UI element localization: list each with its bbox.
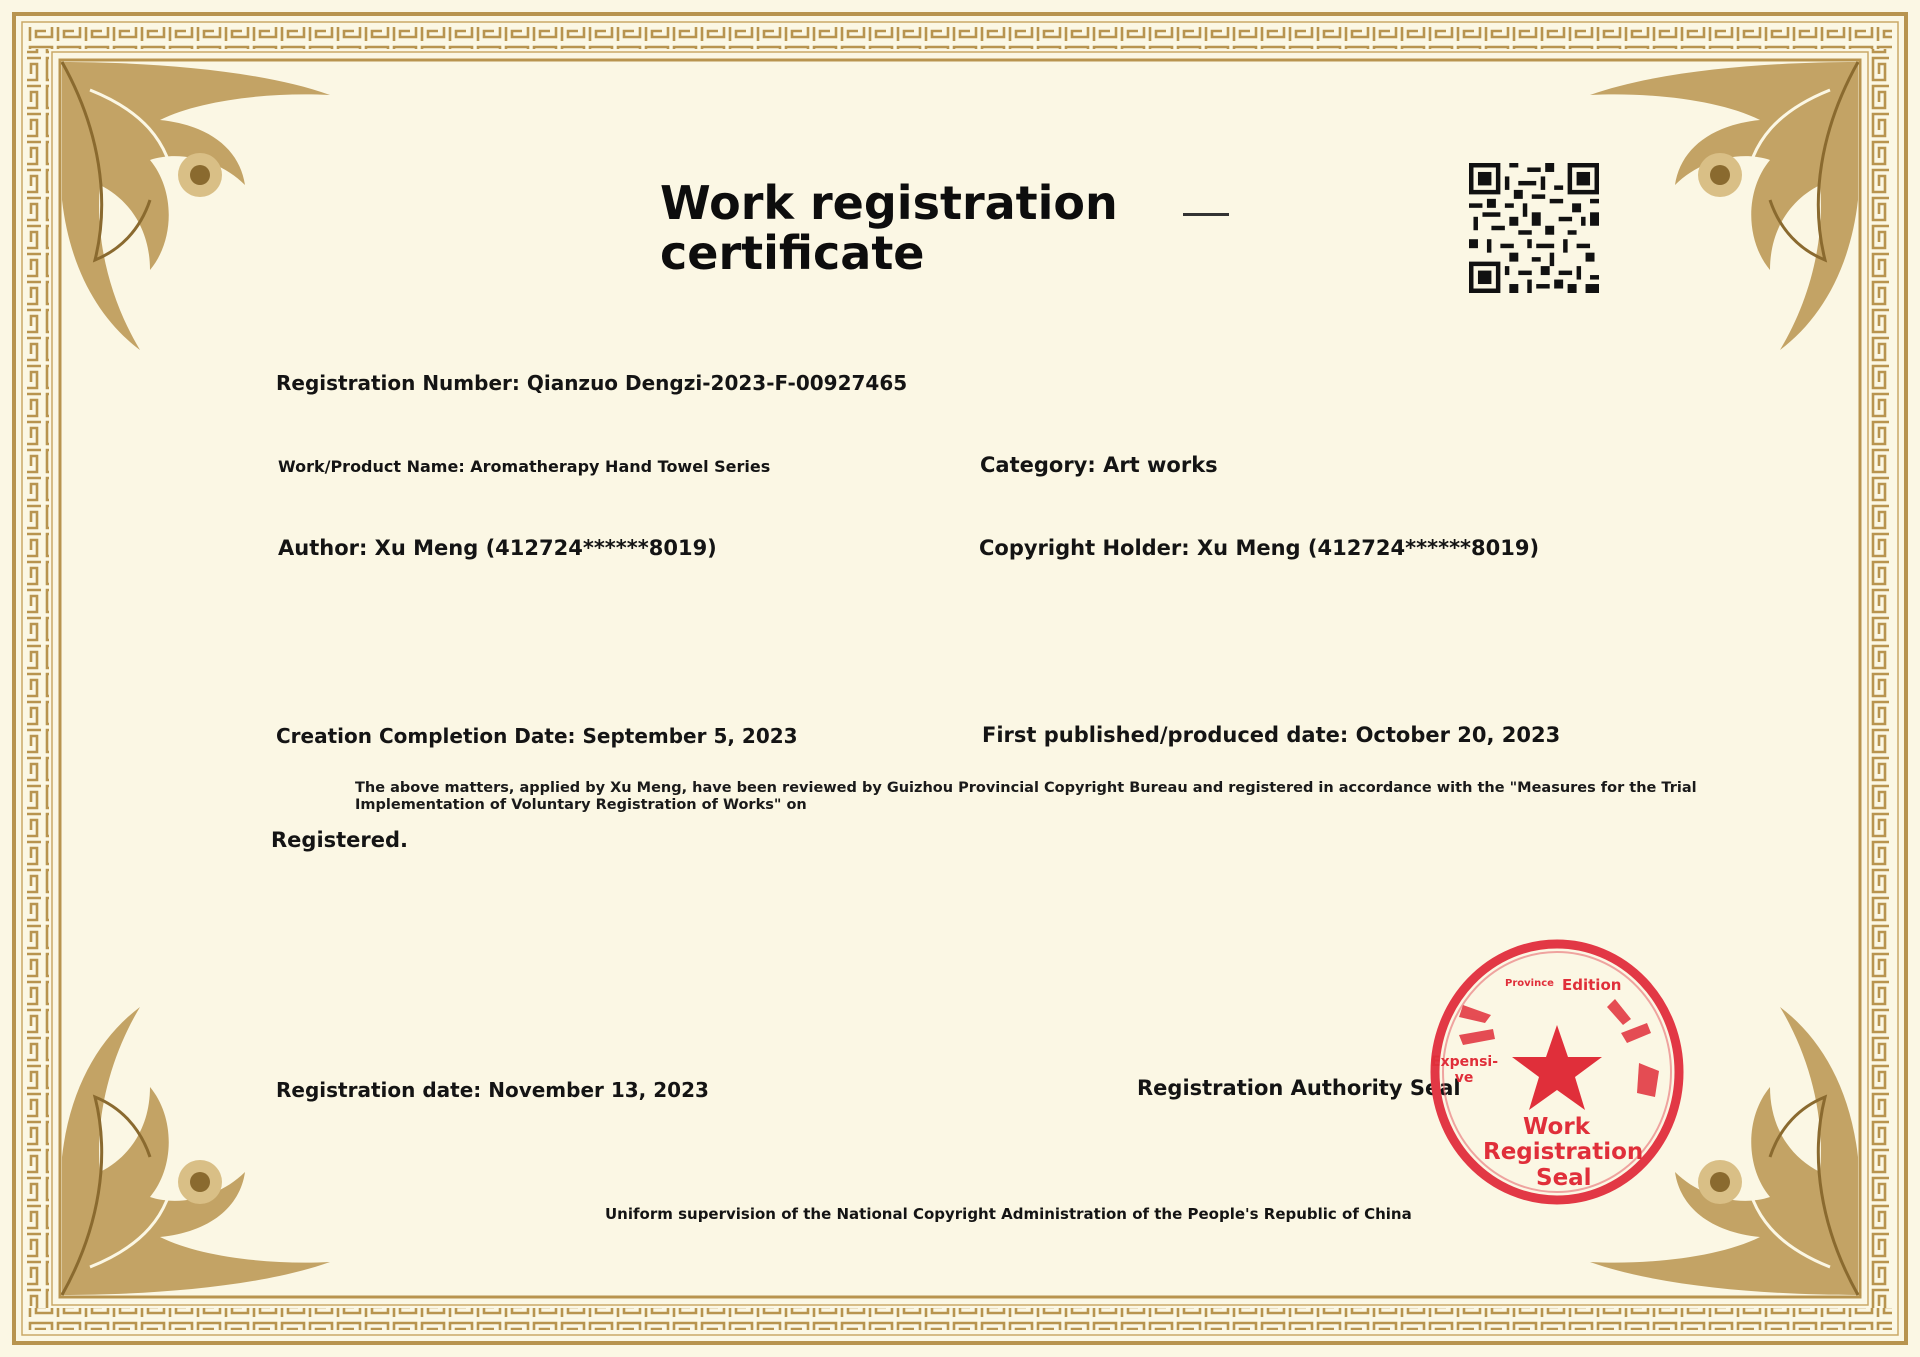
author: Author: Xu Meng (412724******8019) <box>278 536 717 560</box>
seal-star-icon <box>1512 1025 1602 1110</box>
registration-statement: The above matters, applied by Xu Meng, have been reviewed by Guizhou Provincial Copyright Bureau and registered in accordance with the "Measures for the Trial Implementation of Voluntary Registration of Works" on <box>355 780 1697 813</box>
work-product-name: Work/Product Name: Aromatherapy Hand Towel Series <box>278 457 771 476</box>
registration-number: Registration Number: Qianzuo Dengzi-2023-F-00927465 <box>276 371 908 395</box>
registered-text: Registered. <box>271 828 409 852</box>
corner-ornament-tl <box>62 62 330 350</box>
copyright-holder: Copyright Holder: Xu Meng (412724******8019) <box>979 536 1540 560</box>
registration-date: Registration date: November 13, 2023 <box>276 1078 709 1102</box>
seal-line-seal: Seal <box>1536 1165 1592 1191</box>
registration-authority-seal-label: Registration Authority Seal <box>1137 1076 1461 1100</box>
footer-supervision: Uniform supervision of the National Copyright Administration of the People's Republic of China <box>605 1205 1412 1223</box>
seal-edition: Edition <box>1562 976 1622 994</box>
category: Category: Art works <box>980 453 1218 477</box>
creation-completion-date: Creation Completion Date: September 5, 2023 <box>276 724 798 748</box>
seal-expensive: Expensi- ve <box>1431 1054 1499 1086</box>
certificate-title: Work registration certificate <box>660 176 1118 280</box>
seal-line-registration: Registration <box>1483 1139 1644 1165</box>
first-published-date: First published/produced date: October 20, 2023 <box>982 723 1561 747</box>
seal-line-work: Work <box>1523 1114 1590 1140</box>
qr-code-icon <box>1469 163 1599 293</box>
seal-province: Province <box>1505 978 1554 989</box>
title-underline-mark <box>1183 213 1229 216</box>
